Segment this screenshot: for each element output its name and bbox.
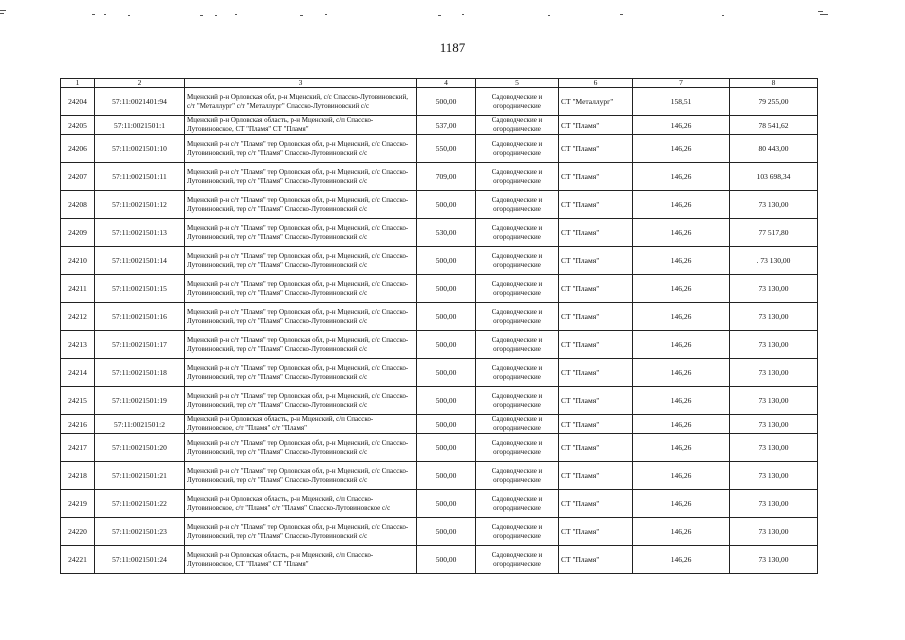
cadastral-number-cell: 57:11:0021501:16 [95, 303, 185, 331]
cadastral-value-cell: . 73 130,00 [730, 247, 818, 275]
specific-value-cell: 146,26 [633, 275, 730, 303]
address-cell: Мценский р-н с/т "Пламя" тер Орловская обл, р-н Мценский, с/с Спасско-Лутовиновский, тер с/т "Пламя" Спасско-Лутовиновский с/с [185, 247, 417, 275]
cadastral-value-cell: 73 130,00 [730, 546, 818, 574]
specific-value-cell: 146,26 [633, 415, 730, 434]
column-header-8: 8 [730, 79, 818, 88]
address-cell: Мценский р-н с/т "Пламя" тер Орловская обл, р-н Мценский, с/с Спасско-Лутовиновский, тер с/т "Пламя" Спасско-Лутовиновский с/с [185, 219, 417, 247]
table-row [61, 462, 818, 490]
cadastral-value-cell: 77 517,80 [730, 219, 818, 247]
area-cell: 500,00 [417, 387, 476, 415]
cadastral-number-cell: 57:11:0021501:10 [95, 135, 185, 163]
association-cell: СТ "Пламя" [559, 219, 633, 247]
specific-value-cell: 146,26 [633, 518, 730, 546]
address-cell: Мценский р-н Орловская область, р-н Мценский, с/п Спасско-Лутовиновское, с/т "Пламя" с/т "Пламя" Спасско-Лутовиновское с/с [185, 490, 417, 518]
page-number: 1187 [439, 40, 466, 55]
record-number-cell: 24207 [61, 163, 95, 191]
cadastral-number-cell: 57:11:0021501:15 [95, 275, 185, 303]
land-use-cell: Садоводческие и огороднические [476, 490, 559, 518]
scan-specks [0, 8, 905, 22]
header-row [61, 79, 818, 88]
address-cell: Мценский р-н с/т "Пламя" тер Орловская обл, р-н Мценский, с/с Спасско-Лутовиновский, тер с/т "Пламя" Спасско-Лутовиновский с/с [185, 434, 417, 462]
table-row [61, 490, 818, 518]
association-cell: СТ "Пламя" [559, 116, 633, 135]
specific-value-cell: 146,26 [633, 434, 730, 462]
specific-value-cell: 146,26 [633, 462, 730, 490]
record-number-cell: 24217 [61, 434, 95, 462]
cadastral-number-cell: 57:11:0021401:94 [95, 88, 185, 116]
area-cell: 709,00 [417, 163, 476, 191]
land-use-cell: Садоводческие и огороднические [476, 219, 559, 247]
record-number-cell: 24206 [61, 135, 95, 163]
scan-noise-graphic [0, 8, 905, 22]
specific-value-cell: 146,26 [633, 387, 730, 415]
land-use-cell: Садоводческие и огороднические [476, 462, 559, 490]
land-use-cell: Садоводческие и огороднические [476, 387, 559, 415]
association-cell: СТ "Пламя" [559, 387, 633, 415]
cadastral-value-cell: 73 130,00 [730, 191, 818, 219]
table-row [61, 191, 818, 219]
area-cell: 500,00 [417, 462, 476, 490]
address-cell: Мценский р-н Орловская обл, р-н Мценский, с/с Спасско-Лутовиновский, с/т "Металлург" с/т "Металлург" Спасско-Лутовиновский с/с [185, 88, 417, 116]
table-row [61, 247, 818, 275]
column-header-7: 7 [633, 79, 730, 88]
cadastral-number-cell: 57:11:0021501:21 [95, 462, 185, 490]
table-row [61, 275, 818, 303]
cadastral-value-cell: 73 130,00 [730, 462, 818, 490]
land-use-cell: Садоводческие и огороднические [476, 434, 559, 462]
table-row [61, 219, 818, 247]
column-header-5: 5 [476, 79, 559, 88]
specific-value-cell: 146,26 [633, 359, 730, 387]
address-cell: Мценский р-н с/т "Пламя" тер Орловская обл, р-н Мценский, с/с Спасско-Лутовиновский, тер с/т "Пламя" Спасско-Лутовиновский с/с [185, 462, 417, 490]
record-number-cell: 24210 [61, 247, 95, 275]
table-row [61, 303, 818, 331]
address-cell: Мценский р-н с/т "Пламя" тер Орловская обл, р-н Мценский, с/с Спасско-Лутовиновский, тер с/т "Пламя" Спасско-Лутовиновский с/с [185, 275, 417, 303]
cadastral-value-cell: 73 130,00 [730, 490, 818, 518]
record-number-cell: 24212 [61, 303, 95, 331]
record-number-cell: 24216 [61, 415, 95, 434]
association-cell: СТ "Пламя" [559, 331, 633, 359]
association-cell: СТ "Пламя" [559, 490, 633, 518]
association-cell: СТ "Пламя" [559, 135, 633, 163]
land-use-cell: Садоводческие и огороднические [476, 275, 559, 303]
cadastral-number-cell: 57:11:0021501:11 [95, 163, 185, 191]
address-cell: Мценский р-н Орловская область, р-н Мценский, с/п Спасско-Лутовиновское, СТ "Пламя" СТ "Пламя" [185, 116, 417, 135]
column-header-1: 1 [61, 79, 95, 88]
address-cell: Мценский р-н с/т "Пламя" тер Орловская обл, р-н Мценский, с/с Спасско-Лутовиновский, тер с/т "Пламя" Спасско-Лутовиновский с/с [185, 518, 417, 546]
area-cell: 500,00 [417, 546, 476, 574]
cadastral-number-cell: 57:11:0021501:19 [95, 387, 185, 415]
area-cell: 500,00 [417, 88, 476, 116]
record-number-cell: 24211 [61, 275, 95, 303]
address-cell: Мценский р-н с/т "Пламя" тер Орловская обл, р-н Мценский, с/с Спасско-Лутовиновский, тер с/т "Пламя" Спасско-Лутовиновский с/с [185, 303, 417, 331]
column-header-4: 4 [417, 79, 476, 88]
association-cell: СТ "Пламя" [559, 462, 633, 490]
column-header-3: 3 [185, 79, 417, 88]
table-row [61, 434, 818, 462]
address-cell: Мценский р-н с/т "Пламя" тер Орловская обл, р-н Мценский, с/с Спасско-Лутовиновский, тер с/т "Пламя" Спасско-Лутовиновский с/с [185, 191, 417, 219]
cadastral-value-cell: 73 130,00 [730, 303, 818, 331]
cadastral-value-cell: 73 130,00 [730, 415, 818, 434]
area-cell: 500,00 [417, 518, 476, 546]
record-number-cell: 24219 [61, 490, 95, 518]
cadastral-value-cell: 73 130,00 [730, 331, 818, 359]
land-use-cell: Садоводческие и огороднические [476, 163, 559, 191]
column-header-2: 2 [95, 79, 185, 88]
area-cell: 500,00 [417, 303, 476, 331]
cadastral-number-cell: 57:11:0021501:12 [95, 191, 185, 219]
specific-value-cell: 146,26 [633, 191, 730, 219]
land-use-cell: Садоводческие и огороднические [476, 331, 559, 359]
land-use-cell: Садоводческие и огороднические [476, 546, 559, 574]
association-cell: СТ "Пламя" [559, 518, 633, 546]
cadastral-value-cell: 79 255,00 [730, 88, 818, 116]
association-cell: СТ "Пламя" [559, 191, 633, 219]
land-use-cell: Садоводческие и огороднические [476, 415, 559, 434]
land-use-cell: Садоводческие и огороднические [476, 303, 559, 331]
specific-value-cell: 146,26 [633, 247, 730, 275]
table-row [61, 415, 818, 434]
specific-value-cell: 146,26 [633, 303, 730, 331]
land-use-cell: Садоводческие и огороднические [476, 518, 559, 546]
address-cell: Мценский р-н с/т "Пламя" тер Орловская обл, р-н Мценский, с/с Спасско-Лутовиновский, тер с/т "Пламя" Спасско-Лутовиновский с/с [185, 359, 417, 387]
area-cell: 500,00 [417, 191, 476, 219]
record-number-cell: 24208 [61, 191, 95, 219]
cadastral-value-cell: 103 698,34 [730, 163, 818, 191]
association-cell: СТ "Металлург" [559, 88, 633, 116]
land-use-cell: Садоводческие и огороднические [476, 135, 559, 163]
cadastral-number-cell: 57:11:0021501:2 [95, 415, 185, 434]
land-use-cell: Садоводческие и огороднические [476, 359, 559, 387]
address-cell: Мценский р-н с/т "Пламя" тер Орловская обл, р-н Мценский, с/с Спасско-Лутовиновский, тер с/т "Пламя" Спасско-Лутовиновский с/с [185, 135, 417, 163]
association-cell: СТ "Пламя" [559, 546, 633, 574]
area-cell: 530,00 [417, 219, 476, 247]
land-use-cell: Садоводческие и огороднические [476, 247, 559, 275]
cadastral-number-cell: 57:11:0021501:18 [95, 359, 185, 387]
table-row [61, 518, 818, 546]
address-cell: Мценский р-н с/т "Пламя" тер Орловская обл, р-н Мценский, с/с Спасско-Лутовиновский, тер с/т "Пламя" Спасско-Лутовиновский с/с [185, 331, 417, 359]
cadastral-value-cell: 73 130,00 [730, 359, 818, 387]
specific-value-cell: 146,26 [633, 116, 730, 135]
record-number-cell: 24213 [61, 331, 95, 359]
record-number-cell: 24209 [61, 219, 95, 247]
cadastral-number-cell: 57:11:0021501:1 [95, 116, 185, 135]
table-row [61, 359, 818, 387]
area-cell: 500,00 [417, 275, 476, 303]
land-use-cell: Садоводческие и огороднические [476, 88, 559, 116]
cadastral-value-cell: 73 130,00 [730, 518, 818, 546]
cadastral-number-cell: 57:11:0021501:24 [95, 546, 185, 574]
area-cell: 500,00 [417, 247, 476, 275]
table-body [61, 88, 818, 574]
address-cell: Мценский р-н Орловская область, р-н Мценский, с/п Спасско-Лутовиновское, СТ "Пламя" СТ "Пламя" [185, 546, 417, 574]
table-row [61, 387, 818, 415]
record-number-cell: 24215 [61, 387, 95, 415]
cadastral-number-cell: 57:11:0021501:23 [95, 518, 185, 546]
association-cell: СТ "Пламя" [559, 359, 633, 387]
table-row [61, 546, 818, 574]
association-cell: СТ "Пламя" [559, 434, 633, 462]
cadastral-value-cell: 73 130,00 [730, 275, 818, 303]
association-cell: СТ "Пламя" [559, 275, 633, 303]
address-cell: Мценский р-н Орловская область, р-н Мценский, с/п Спасско-Лутовиновское, с/т "Пламя" с/т "Пламя" [185, 415, 417, 434]
column-header-6: 6 [559, 79, 633, 88]
specific-value-cell: 146,26 [633, 546, 730, 574]
association-cell: СТ "Пламя" [559, 163, 633, 191]
table-row [61, 135, 818, 163]
cadastral-value-cell: 78 541,62 [730, 116, 818, 135]
record-number-cell: 24221 [61, 546, 95, 574]
area-cell: 550,00 [417, 135, 476, 163]
address-cell: Мценский р-н с/т "Пламя" тер Орловская обл, р-н Мценский, с/с Спасско-Лутовиновский, тер с/т "Пламя" Спасско-Лутовиновский с/с [185, 387, 417, 415]
area-cell: 500,00 [417, 434, 476, 462]
cadastral-number-cell: 57:11:0021501:22 [95, 490, 185, 518]
association-cell: СТ "Пламя" [559, 415, 633, 434]
land-use-cell: Садоводческие и огороднические [476, 191, 559, 219]
cadastral-value-cell: 73 130,00 [730, 387, 818, 415]
area-cell: 537,00 [417, 116, 476, 135]
record-number-cell: 24220 [61, 518, 95, 546]
cadastral-number-cell: 57:11:0021501:13 [95, 219, 185, 247]
specific-value-cell: 146,26 [633, 219, 730, 247]
table-row [61, 88, 818, 116]
land-plot-table [60, 78, 818, 574]
area-cell: 500,00 [417, 359, 476, 387]
area-cell: 500,00 [417, 331, 476, 359]
specific-value-cell: 146,26 [633, 331, 730, 359]
specific-value-cell: 146,26 [633, 163, 730, 191]
table-row [61, 116, 818, 135]
specific-value-cell: 146,26 [633, 135, 730, 163]
specific-value-cell: 146,26 [633, 490, 730, 518]
area-cell: 500,00 [417, 490, 476, 518]
record-number-cell: 24218 [61, 462, 95, 490]
cadastral-number-cell: 57:11:0021501:14 [95, 247, 185, 275]
cadastral-value-cell: 80 443,00 [730, 135, 818, 163]
cadastral-number-cell: 57:11:0021501:17 [95, 331, 185, 359]
specific-value-cell: 158,51 [633, 88, 730, 116]
land-use-cell: Садоводческие и огороднические [476, 116, 559, 135]
record-number-cell: 24205 [61, 116, 95, 135]
association-cell: СТ "Пламя" [559, 303, 633, 331]
association-cell: СТ "Пламя" [559, 247, 633, 275]
address-cell: Мценский р-н с/т "Пламя" тер Орловская обл, р-н Мценский, с/с Спасско-Лутовиновский, тер с/т "Пламя" Спасско-Лутовиновский с/с [185, 163, 417, 191]
cadastral-value-cell: 73 130,00 [730, 434, 818, 462]
cadastral-number-cell: 57:11:0021501:20 [95, 434, 185, 462]
table-row [61, 163, 818, 191]
record-number-cell: 24214 [61, 359, 95, 387]
table-row [61, 331, 818, 359]
record-number-cell: 24204 [61, 88, 95, 116]
area-cell: 500,00 [417, 415, 476, 434]
